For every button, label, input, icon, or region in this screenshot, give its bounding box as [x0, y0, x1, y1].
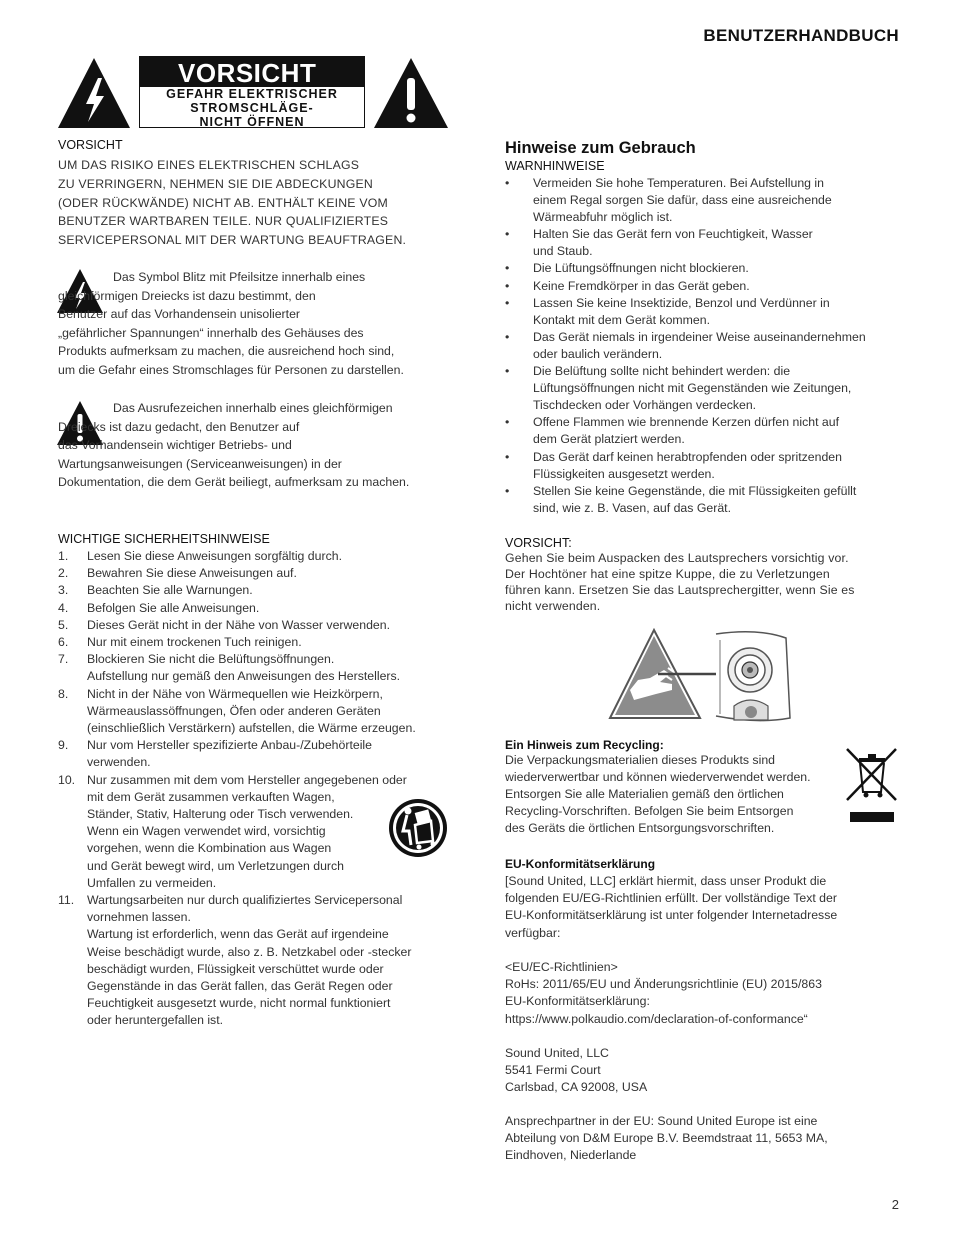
usage-warning-item	[505, 295, 905, 329]
usage-heading: Hinweise zum Gebrauch	[505, 139, 696, 157]
caution-text: UM DAS RISIKO EINES ELEKTRISCHEN SCHLAGS ZU VERRINGERN, NEHMEN SIE DIE ABDECKUNGEN (ODER RÜCKWÄNDE) NICHT AB. ENTHÄLT KEINE VOM BENUTZER WARTBAREN TEILE. NUR QUALIFIZIERTES SERVICEPERSONAL MIT DER WARTUNG BEAUFTRAGEN.	[58, 158, 407, 248]
safety-item-number: 7.	[58, 652, 69, 667]
usage-warning-item	[505, 363, 905, 414]
eu-directives: <EU/EC-Richtlinien> RoHs: 2011/65/EU und Änderungsrichtlinie (EU) 2015/863 EU-Konformitätserklärung: https://www.polkaudio.com/declaration-of-conformance“	[505, 960, 822, 1026]
tweeter-caution-label: VORSICHT	[505, 536, 569, 550]
safety-item-number: 1.	[58, 549, 69, 563]
lightning-symbol-text	[58, 268, 458, 380]
safety-item	[58, 582, 458, 599]
safety-item	[58, 737, 458, 771]
exclamation-symbol-text	[58, 399, 458, 492]
safety-item	[58, 634, 458, 651]
usage-warnings-list	[505, 175, 905, 517]
safety-item-number: 6.	[58, 635, 69, 650]
eu-text: [Sound United, LLC] erklärt hiermit, dass unser Produkt die folgenden EU/EG-Richtlinien erfüllt. Der vollständige Text der EU-Konformitätserklärung ist unter folgender Internetadresse verfügbar:	[505, 874, 838, 940]
safety-item-text: Nur mit einem trockenen Tuch reinigen.	[87, 635, 302, 650]
safety-item-text: Wartungsarbeiten nur durch qualifiziertes Servicepersonal vornehmen lassen. Wartung ist erforderlich, wenn das Gerät auf irgendeine Weise beschädigt wurde, also z. B. Netzkabel oder -stecker beschädigt wurden, Flüssigkeit verschüttet wurde oder Gegenstände in das Gerät fallen, das Gerät Regen oder Feuchtigkeit ausgesetzt wurde, nicht normal funktioniert oder heruntergefallen ist.	[87, 893, 412, 1028]
safety-item-number: 11.	[58, 893, 75, 908]
safety-list	[58, 548, 458, 1030]
recycling-heading: Ein Hinweis zum Recycling:	[505, 738, 664, 752]
eu-contact: Ansprechpartner in der EU: Sound United Europe ist eine Abteilung von D&M Europe B.V. Beemdstraat 11, 5653 MA, Eindhoven, Niederlande	[505, 1114, 828, 1163]
safety-item	[58, 617, 458, 634]
usage-warning-text: Das Gerät niemals in irgendeiner Weise auseinandernehmen oder baulich verändern.	[533, 329, 866, 361]
safety-item-number: 8.	[58, 686, 69, 701]
manual-title: BENUTZERHANDBUCH	[703, 26, 899, 45]
safety-item	[58, 600, 458, 617]
caution-label: VORSICHT	[58, 138, 123, 152]
warning-box	[139, 56, 365, 128]
safety-item-text: Blockieren Sie nicht die Belüftungsöffnungen. Aufstellung nur gemäß den Anweisungen des Herstellers.	[87, 652, 401, 684]
recycling-text: Die Verpackungsmaterialien dieses Produkts sind wiederverwertbar und können wiederverwendet werden. Entsorgen Sie alle Materialien gemäß den örtlichen Recycling-Vorschriften. Befolgen Sie beim Entsorgen des Geräts die örtlichen Entsorgungsvorschriften.	[505, 753, 811, 836]
safety-item	[58, 651, 458, 685]
weee-crossed-bin-icon	[844, 746, 900, 824]
safety-item-text: Nicht in der Nähe von Wärmequellen wie Heizkörpern, Wärmeauslassöffnungen, Öfen oder anderen Geräten (einschließlich Verstärkern) aufstellen, die Wärme erzeugen.	[87, 686, 416, 736]
tweeter-caution-text: Gehen Sie beim Auspacken des Lautsprechers vorsichtig vor. Der Hochtöner hat eine spitze Kuppe, die zu Verletzungen führen kann. Ersetzen Sie das Lautsprechergitter, wenn Sie es nicht verwenden.	[505, 551, 855, 613]
safety-item	[58, 892, 458, 1030]
safety-item	[58, 565, 458, 582]
eu-heading: EU-Konformitätserklärung	[505, 857, 656, 871]
tweeter-hazard-illustration	[608, 628, 792, 724]
exclamation-warning-icon	[372, 56, 450, 130]
usage-warning-text: Keine Fremdkörper in das Gerät geben.	[533, 278, 750, 293]
safety-item-number: 2.	[58, 566, 69, 581]
safety-item	[58, 548, 458, 565]
safety-item-number: 10.	[58, 772, 76, 787]
safety-item-text: Befolgen Sie alle Anweisungen.	[87, 600, 260, 615]
safety-item-text: Dieses Gerät nicht in der Nähe von Wasser verwenden.	[87, 617, 391, 632]
usage-warning-item	[505, 483, 905, 517]
exclamation-symbol-text-content: Das Ausrufezeichen innerhalb eines gleichförmigen Dreiecks ist dazu gedacht, den Benutzer auf das Vorhandensein wichtiger Betriebs- und Wartungsanweisungen (Serviceanweisungen) in der Dokumentation, die dem Gerät beiliegt, aufmerksam zu machen.	[58, 401, 410, 490]
usage-warning-item	[505, 329, 905, 363]
lightning-warning-icon	[56, 56, 132, 130]
usage-warning-text: Die Belüftung sollte nicht behindert werden: die Lüftungsöffnungen nicht mit Gegenständen wie Zeitungen, Tischdecken oder Vorhängen verdecken.	[533, 364, 852, 413]
usage-warning-text: Die Lüftungsöffnungen nicht blockieren.	[533, 261, 749, 276]
safety-item	[58, 686, 458, 738]
usage-warning-text: Vermeiden Sie hohe Temperaturen. Bei Aufstellung in einem Regal sorgen Sie dafür, dass eine ausreichende Wärmeabfuhr möglich ist.	[533, 176, 832, 225]
usage-warning-text: Offene Flammen wie brennende Kerzen dürfen nicht auf dem Gerät platziert werden.	[533, 415, 840, 447]
page-number: 2	[891, 1197, 899, 1212]
tweeter-caution-colon: :	[568, 536, 572, 550]
cart-warning-icon	[387, 797, 449, 859]
usage-warning-item	[505, 260, 905, 277]
usage-warning-text: Stellen Sie keine Gegenstände, die mit Flüssigkeiten gefüllt sind, wie z. B. Vasen, auf das Gerät.	[533, 483, 857, 515]
usage-warning-item	[505, 278, 905, 295]
usage-warning-text: Halten Sie das Gerät fern von Feuchtigkeit, Wasser und Staub.	[533, 227, 813, 259]
safety-item-text: Nur vom Hersteller spezifizierte Anbau-/Zubehörteile verwenden.	[87, 738, 373, 770]
lightning-symbol-text-content: Das Symbol Blitz mit Pfeilsitze innerhalb eines gleichförmigen Dreiecks ist dazu bestimmt, den Benutzer auf das Vorhandensein unisolierter „gefährlicher Spannungen“ innerhalb des Gehäuses des Produkts aufmerksam zu machen, die ausreichend hoch sind, um die Gefahr eines Stromschlages für Personen zu darstellen.	[58, 270, 404, 377]
safety-item-text: Bewahren Sie diese Anweisungen auf.	[87, 566, 297, 581]
safety-item-number: 5.	[58, 617, 69, 632]
warning-box-title: VORSICHT	[140, 57, 364, 87]
usage-warning-item	[505, 449, 905, 483]
usage-warning-text: Lassen Sie keine Insektizide, Benzol und Verdünner in Kontakt mit dem Gerät kommen.	[533, 295, 830, 327]
safety-item-text: Lesen Sie diese Anweisungen sorgfältig durch.	[87, 549, 342, 563]
usage-warning-text: Das Gerät darf keinen herabtropfenden oder spritzenden Flüssigkeiten ausgesetzt werden.	[533, 449, 842, 481]
safety-item-number: 4.	[58, 600, 69, 615]
usage-warning-item	[505, 414, 905, 448]
safety-heading: WICHTIGE SICHERHEITSHINWEISE	[58, 532, 270, 546]
usage-subheading: WARNHINWEISE	[505, 159, 605, 173]
safety-item-number: 3.	[58, 583, 69, 598]
safety-item-text: Beachten Sie alle Warnungen.	[87, 583, 253, 598]
warning-box-subtitle: GEFAHR ELEKTRISCHER STROMSCHLÄGE- NICHT ÖFFNEN	[166, 87, 338, 129]
usage-warning-item	[505, 175, 905, 226]
safety-item-number: 9.	[58, 738, 69, 753]
safety-item-text: Nur zusammen mit dem vom Hersteller angegebenen oder mit dem Gerät zusammen verkauften Wagen, Ständer, Stativ, Halterung oder Tisch verwenden. Wenn ein Wagen verwendet wird, vorsichtig vorgehen, wenn die Kombination aus Wagen und Gerät bewegt wird, um Verletzungen durch Umfallen zu vermeiden.	[87, 772, 407, 890]
tweeter-caution-label-line	[505, 536, 572, 550]
eu-address: Sound United, LLC 5541 Fermi Court Carlsbad, CA 92008, USA	[505, 1046, 648, 1095]
usage-warning-item	[505, 226, 905, 260]
